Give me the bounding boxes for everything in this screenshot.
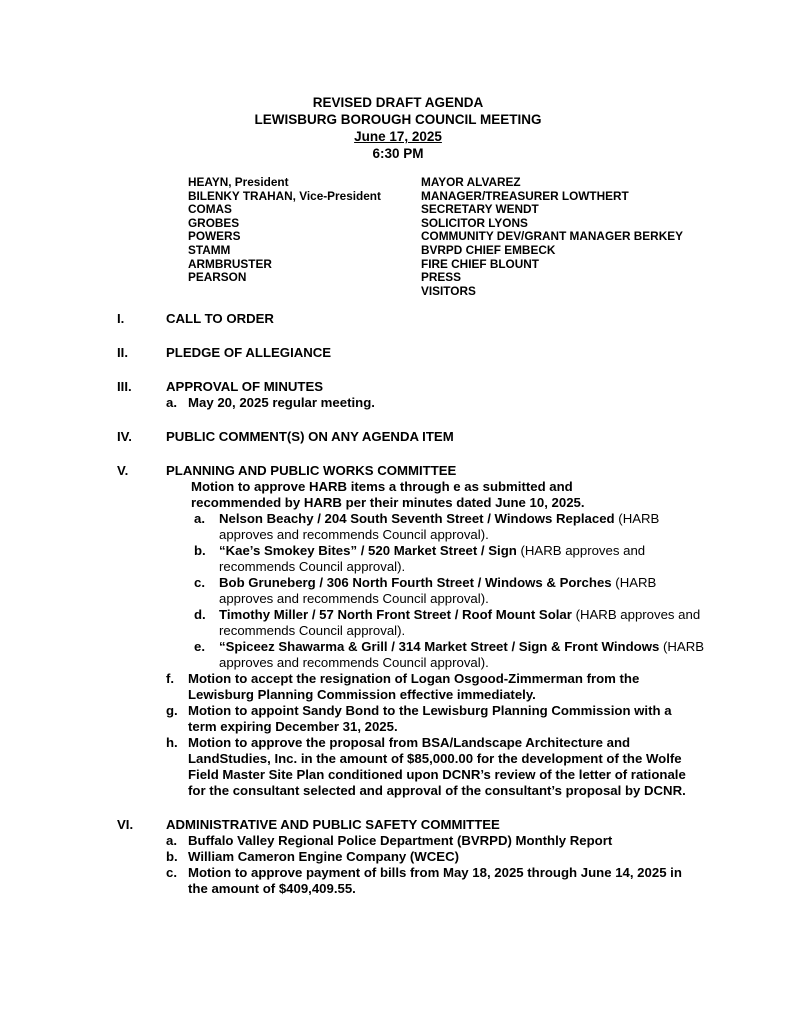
council-member: HEAYN, President <box>188 175 289 189</box>
council-members-column <box>188 176 421 298</box>
official: MANAGER/TREASURER LOWTHERT <box>421 188 629 203</box>
official: PRESS <box>421 270 461 285</box>
item-text <box>219 607 711 639</box>
section-heading: CALL TO ORDER <box>166 311 274 327</box>
agenda-item <box>166 833 796 849</box>
section-administrative-public-safety <box>117 817 796 897</box>
item-letter: g. <box>166 703 178 719</box>
harb-item-subject: Timothy Miller / 57 North Front Street / Roof Mount Solar <box>219 607 572 623</box>
section-call-to-order <box>117 311 796 327</box>
council-member: BILENKY TRAHAN, Vice-President <box>188 188 381 203</box>
item-letter: f. <box>166 671 175 687</box>
item-text: May 20, 2025 regular meeting. <box>188 395 375 411</box>
item-text: Motion to approve the proposal from BSA/Landscape Architecture and LandStudies, Inc. in the amount of $85,000.00 for the development of the Wolfe Field Master Site Plan conditioned upon DCNR’s review of the letter of rationale for the consultant selected and approval of the consultant’s proposal by DCNR. <box>188 735 686 799</box>
section-heading-row <box>117 817 796 833</box>
meeting-name: LEWISBURG BOROUGH COUNCIL MEETING <box>254 112 542 127</box>
official: COMMUNITY DEV/GRANT MANAGER BERKEY <box>421 229 683 244</box>
official: FIRE CHIEF BLOUNT <box>421 256 539 271</box>
harb-item <box>194 543 796 575</box>
council-member: GROBES <box>188 215 240 230</box>
item-letter: h. <box>166 735 178 751</box>
officials-column <box>421 176 796 298</box>
section-heading-row <box>117 463 796 479</box>
section-numeral: I. <box>117 311 125 327</box>
council-member: COMAS <box>188 202 232 217</box>
harb-approval-note: (HARB approves and recommends Council approval). <box>219 639 705 671</box>
attendee-roster <box>188 176 796 298</box>
item-letter: e. <box>194 639 205 655</box>
item-text: William Cameron Engine Company (WCEC) <box>188 849 459 865</box>
council-member: PEARSON <box>188 270 247 285</box>
item-text <box>219 639 711 671</box>
section-heading-row <box>117 345 796 361</box>
harb-item-subject: “Spiceez Shawarma & Grill / 314 Market Street / Sign & Front Windows <box>219 639 660 655</box>
section-pledge-of-allegiance <box>117 345 796 361</box>
harb-item-subject: Nelson Beachy / 204 South Seventh Street / Windows Replaced <box>219 511 615 527</box>
meeting-date-text: June 17, 2025 <box>354 129 442 144</box>
section-heading-row <box>117 311 796 327</box>
section-heading: ADMINISTRATIVE AND PUBLIC SAFETY COMMITTEE <box>166 817 500 833</box>
section-planning-public-works <box>117 463 796 799</box>
item-text: Motion to approve payment of bills from May 18, 2025 through June 14, 2025 in the amount of $409,409.55. <box>188 865 682 897</box>
harb-item <box>194 607 796 639</box>
section-numeral: VI. <box>117 817 134 833</box>
agenda-item <box>166 703 796 735</box>
official: SOLICITOR LYONS <box>421 215 528 230</box>
official: MAYOR ALVAREZ <box>421 175 521 189</box>
council-member: STAMM <box>188 242 231 257</box>
harb-motion-intro: Motion to approve HARB items a through e as submitted and recommended by HARB per their minutes dated June 10, 2025. <box>191 479 585 511</box>
harb-approval-note: (HARB approves and recommends Council approval). <box>219 543 646 575</box>
section-numeral: IV. <box>117 429 132 445</box>
section-approval-of-minutes <box>117 379 796 411</box>
document-title-block <box>0 0 796 162</box>
item-text: Motion to appoint Sandy Bond to the Lewisburg Planning Commission with a term expiring December 31, 2025. <box>188 703 672 735</box>
item-text <box>219 543 711 575</box>
official: SECRETARY WENDT <box>421 202 539 217</box>
section-public-comments <box>117 429 796 445</box>
harb-approval-note: (HARB approves and recommends Council approval). <box>219 511 660 543</box>
item-letter: b. <box>166 849 178 865</box>
item-letter: c. <box>194 575 205 591</box>
section-heading: PLEDGE OF ALLEGIANCE <box>166 345 332 361</box>
section-numeral: V. <box>117 463 129 479</box>
meeting-date <box>0 128 796 145</box>
harb-item-subject: “Kae’s Smokey Bites” / 520 Market Street / Sign <box>219 543 517 559</box>
council-member: POWERS <box>188 229 241 244</box>
harb-item-subject: Bob Gruneberg / 306 North Fourth Street / Windows & Porches <box>219 575 612 591</box>
harb-item <box>194 511 796 543</box>
official: VISITORS <box>421 283 476 298</box>
agenda-item <box>166 671 796 703</box>
agenda-sections <box>0 311 796 897</box>
harb-item <box>194 575 796 607</box>
item-letter: c. <box>166 865 177 881</box>
harb-approval-note: (HARB approves and recommends Council approval). <box>219 575 657 607</box>
section-heading-row <box>117 429 796 445</box>
agenda-item <box>166 735 796 799</box>
item-text: Buffalo Valley Regional Police Department (BVRPD) Monthly Report <box>188 833 613 849</box>
meeting-time: 6:30 PM <box>372 146 424 161</box>
harb-approval-note: (HARB approves and recommends Council approval). <box>219 607 701 639</box>
agenda-item <box>166 395 796 411</box>
official: BVRPD CHIEF EMBECK <box>421 242 556 257</box>
harb-item <box>194 639 796 671</box>
item-text: Motion to accept the resignation of Logan Osgood-Zimmerman from the Lewisburg Planning Commission effective immediately. <box>188 671 640 703</box>
document-title: REVISED DRAFT AGENDA <box>312 95 484 110</box>
section-numeral: II. <box>117 345 128 361</box>
section-heading-row <box>117 379 796 395</box>
section-heading: PLANNING AND PUBLIC WORKS COMMITTEE <box>166 463 457 479</box>
agenda-item <box>166 849 796 865</box>
item-letter: a. <box>166 833 177 849</box>
item-letter: a. <box>166 395 177 411</box>
council-member: ARMBRUSTER <box>188 256 272 271</box>
agenda-item <box>166 865 796 897</box>
item-text <box>219 511 711 543</box>
item-letter: b. <box>194 543 206 559</box>
section-heading: APPROVAL OF MINUTES <box>166 379 324 395</box>
section-numeral: III. <box>117 379 132 395</box>
item-letter: a. <box>194 511 205 527</box>
section-heading: PUBLIC COMMENT(S) ON ANY AGENDA ITEM <box>166 429 454 445</box>
item-letter: d. <box>194 607 206 623</box>
item-text <box>219 575 711 607</box>
